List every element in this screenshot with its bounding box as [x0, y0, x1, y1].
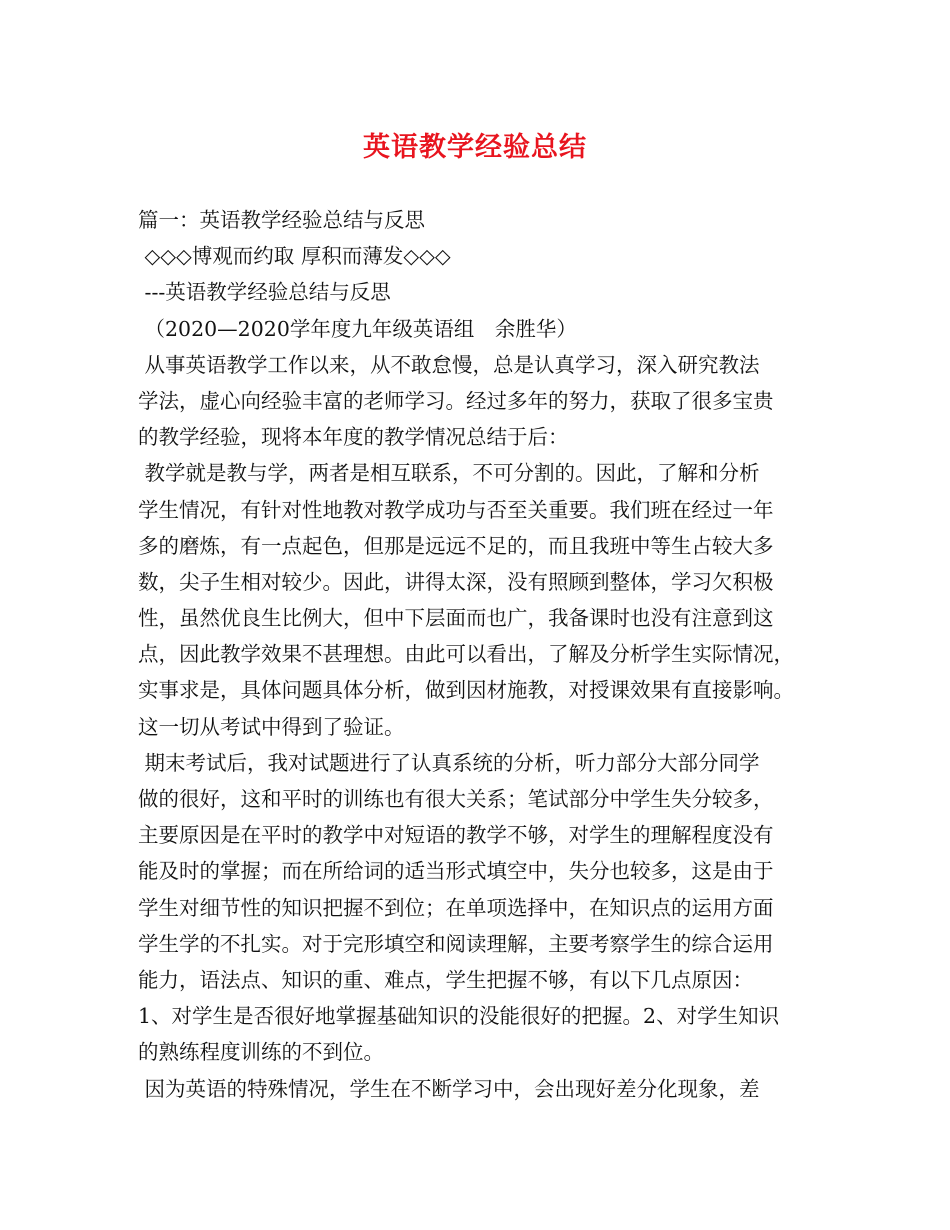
text-line: 期末考试后，我对试题进行了认真系统的分析，听力部分大部分同学: [138, 750, 760, 775]
text-line: 的熟练程度训练的不到位。: [138, 1040, 384, 1065]
text-line: 学生情况，有针对性地教对教学成功与否至关重要。我们班在经过一年: [138, 497, 774, 522]
text-line: 点，因此教学效果不甚理想。由此可以看出，了解及分析学生实际情况，: [138, 642, 794, 667]
text-line: 性，虽然优良生比例大，但中下层面而也广，我备课时也没有注意到这: [138, 606, 774, 631]
text-line: 学生学的不扎实。对于完形填空和阅读理解，主要考察学生的综合运用: [138, 931, 774, 956]
text-line: 能及时的掌握；而在所给词的适当形式填空中，失分也较多，这是由于: [138, 859, 774, 884]
document-title: 英语教学经验总结: [363, 132, 587, 163]
text-line: 学生对细节性的知识把握不到位；在单项选择中，在知识点的运用方面: [138, 895, 774, 920]
text-line: 做的很好，这和平时的训练也有很大关系；笔试部分中学生失分较多，: [138, 787, 774, 811]
document-body: [138, 202, 828, 1107]
text-line: ---英语教学经验总结与反思: [138, 280, 391, 305]
text-line: （2020—2020学年度九年级英语组 余胜华）: [138, 316, 577, 341]
text-line: 的教学经验，现将本年度的教学情况总结于后：: [138, 425, 569, 450]
text-line: 这一切从考试中得到了验证。: [138, 714, 405, 739]
text-line: 数，尖子生相对较少。因此，讲得太深，没有照顾到整体，学习欠积极: [138, 569, 774, 594]
text-line: 学法，虚心向经验丰富的老师学习。经过多年的努力，获取了很多宝贵: [138, 388, 774, 413]
text-line: 教学就是教与学，两者是相互联系，不可分割的。因此，了解和分析: [138, 461, 760, 486]
text-line: 从事英语教学工作以来，从不敢怠慢，总是认真学习，深入研究教法: [138, 352, 760, 377]
text-line: 能力，语法点、知识的重、难点，学生把握不够，有以下几点原因：: [138, 967, 753, 992]
text-line: 1、对学生是否很好地掌握基础知识的没能很好的把握。2、对学生知识: [138, 1004, 780, 1029]
text-line: 实事求是，具体问题具体分析，做到因材施教，对授课效果有直接影响。: [138, 678, 794, 703]
text-line: 因为英语的特殊情况，学生在不断学习中，会出现好差分化现象，差: [138, 1076, 760, 1101]
text-line: 多的磨炼，有一点起色，但那是远远不足的，而且我班中等生占较大多: [138, 533, 774, 558]
text-line: 篇一：英语教学经验总结与反思: [138, 208, 425, 232]
text-line: 主要原因是在平时的教学中对短语的教学不够，对学生的理解程度没有: [138, 823, 774, 848]
text-line: ◇◇◇博观而约取 厚积而薄发◇◇◇: [138, 244, 451, 269]
